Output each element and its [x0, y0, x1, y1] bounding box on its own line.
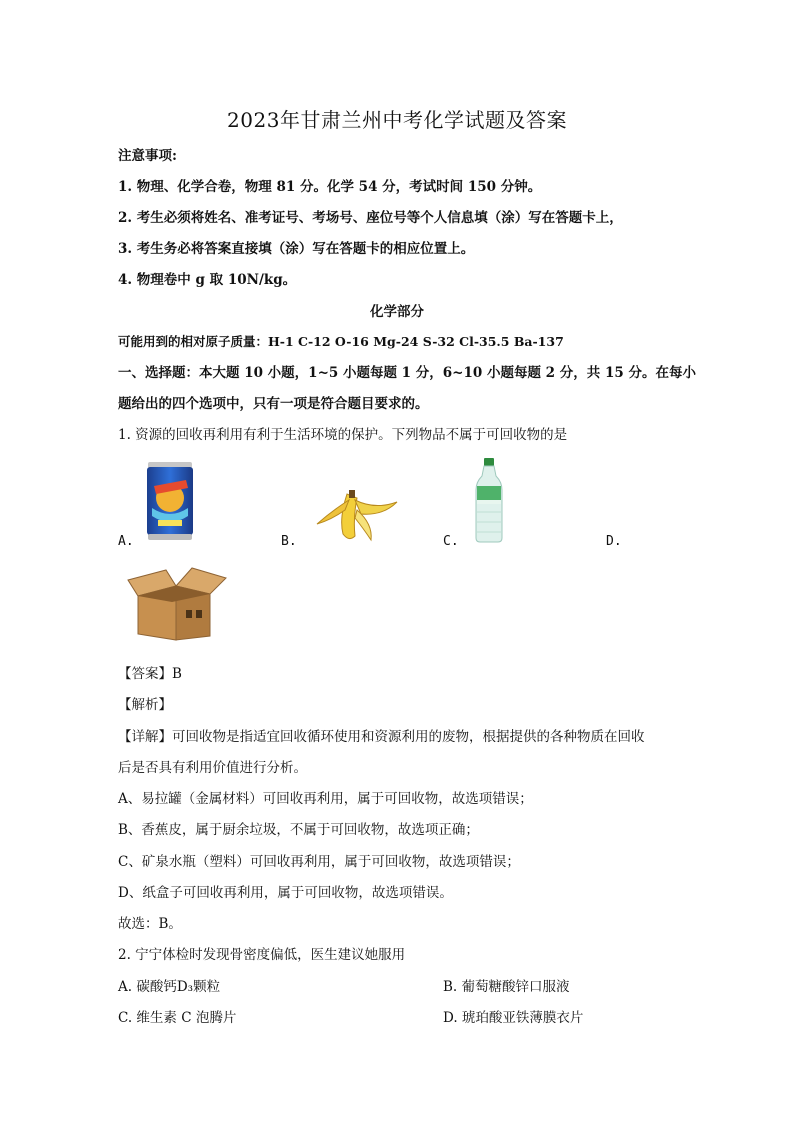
atomic-masses: 可能用到的相对原子质量：H-1 C-12 O-16 Mg-24 S-32 Cl-35.5 Ba-137: [118, 334, 564, 349]
option-a-label: A.: [118, 534, 134, 549]
notice-4: 4. 物理卷中 g 取 10N/kg。: [118, 272, 297, 288]
part1-instructions-line1: 一、选择题：本大题 10 小题，1~5 小题每题 1 分，6~10 小题每题 2 分，共 15 分。在每小: [118, 365, 696, 381]
q1-detail-line2: 后是否具有利用价值进行分析。: [118, 760, 307, 776]
q1-explanation-a: A、易拉罐（金属材料）可回收再利用，属于可回收物，故选项错误；: [118, 791, 533, 807]
cardboard-box-image: [122, 564, 230, 644]
q1-explanation-b: B、香蕉皮，属于厨余垃圾，不属于可回收物，故选项正确；: [118, 822, 479, 838]
q1-explanation-c: C、矿泉水瓶（塑料）可回收再利用，属于可回收物，故选项错误；: [118, 854, 520, 870]
banana-peel-image: [313, 488, 399, 544]
notice-2: 2. 考生必须将姓名、准考证号、考场号、座位号等个人信息填（涂）写在答题卡上，: [118, 210, 623, 226]
q2-option-b: B. 葡萄糖酸锌口服液: [443, 979, 570, 995]
option-b-label: B.: [281, 534, 297, 549]
water-bottle-image: [474, 456, 504, 544]
q2-option-d: D. 琥珀酸亚铁薄膜衣片: [443, 1010, 584, 1026]
page-title: 2023年甘肃兰州中考化学试题及答案: [227, 108, 567, 132]
notice-3: 3. 考生务必将答案直接填（涂）写在答题卡的相应位置上。: [118, 241, 475, 257]
q2-option-a: A. 碳酸钙D₃颗粒: [118, 979, 221, 995]
q1-analysis-heading: 【解析】: [118, 697, 172, 713]
question-2-stem: 2. 宁宁体检时发现骨密度偏低，医生建议她服用: [118, 947, 406, 963]
q1-detail-line1: 【详解】可回收物是指适宜回收循环使用和资源利用的废物，根据提供的各种物质在回收: [118, 729, 645, 745]
q1-explanation-d: D、纸盒子可回收再利用，属于可回收物，故选项错误。: [118, 885, 453, 901]
part1-instructions-line2: 题给出的四个选项中，只有一项是符合题目要求的。: [118, 396, 429, 412]
notice-1: 1. 物理、化学合卷，物理 81 分。化学 54 分，考试时间 150 分钟。: [118, 179, 542, 195]
section-title: 化学部分: [370, 304, 424, 320]
soda-can-image: [144, 458, 196, 542]
q1-answer: 【答案】B: [118, 666, 182, 682]
question-1-stem: 1. 资源的回收再利用有利于生活环境的保护。下列物品不属于可回收物的是: [118, 427, 568, 443]
option-c-label: C.: [443, 534, 459, 549]
q2-option-c: C. 维生素 C 泡腾片: [118, 1010, 237, 1026]
q1-conclusion: 故选：B。: [118, 916, 182, 932]
option-d-label: D.: [606, 534, 622, 549]
notice-heading: 注意事项:: [118, 148, 177, 164]
